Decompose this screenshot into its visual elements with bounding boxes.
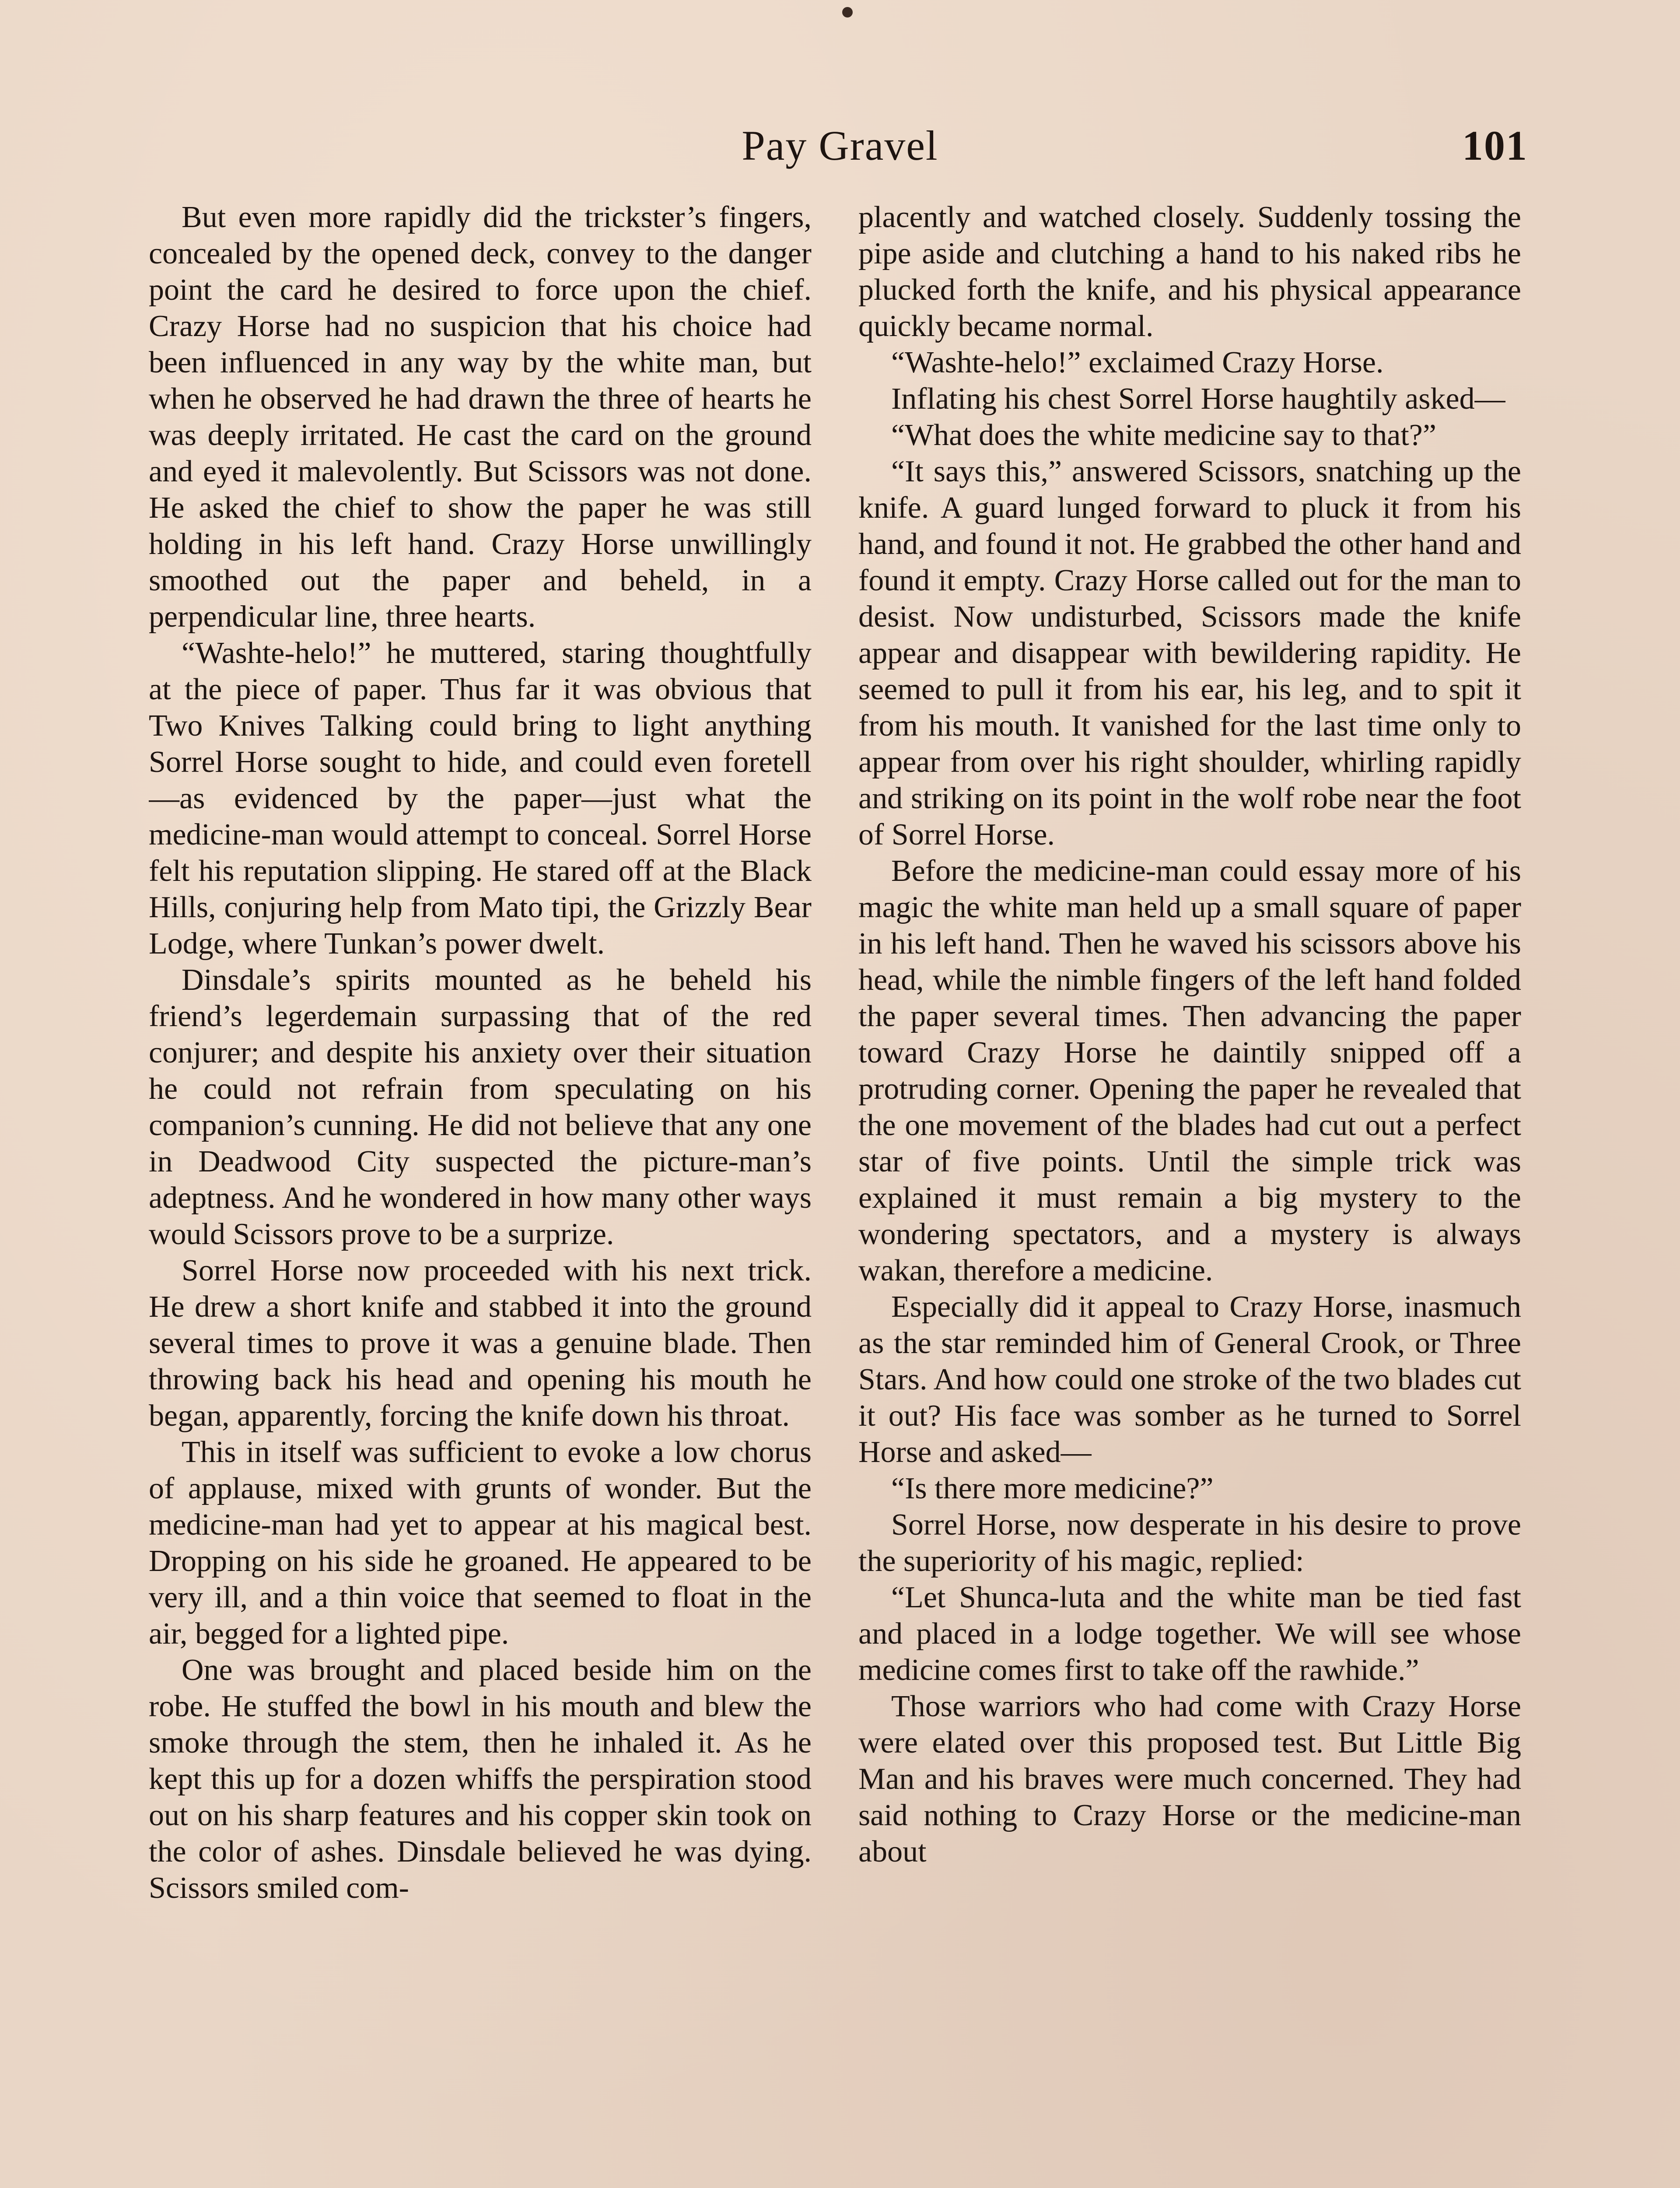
right-column xyxy=(858,199,1521,2188)
paragraph: Dinsdale’s spirits mounted as he beheld his friend’s legerdemain surpassing that of the red conjurer; and despite his anxiety over their situation he could not refrain from speculating on his companion’s cunning. He did not believe that any one in Deadwood City suspected the picture-man’s adeptness. And he wondered in how many other ways would Scissors prove to be a surprize. xyxy=(149,963,812,1251)
paragraph: Especially did it appeal to Crazy Horse, inasmuch as the star reminded him of General Crook, or Three Stars. And how could one stroke of the two blades cut it out? His face was somber as he turned to Sorrel Horse and asked— xyxy=(858,1290,1521,1469)
paragraph: Inflating his chest Sorrel Horse haughtily asked— xyxy=(891,382,1505,416)
left-column xyxy=(149,199,812,2188)
paragraph: Those warriors who had come with Crazy Horse were elated over this proposed test. But Little Big Man and his braves were much concerned. They had said nothing to Crazy Horse or the medicine-man about xyxy=(858,1690,1521,1869)
paragraph: “Is there more medicine?” xyxy=(891,1472,1214,1505)
paragraph: Sorrel Horse, now desperate in his desire to prove the superiority of his magic, replied: xyxy=(858,1508,1521,1578)
paragraph: “Let Shunca-luta and the white man be tied fast and placed in a lodge together. We will see whose medicine comes first to take off the rawhide.” xyxy=(858,1581,1521,1687)
running-title: Pay Gravel xyxy=(742,122,938,169)
paragraph: One was brought and placed beside him on the robe. He stuffed the bowl in his mouth and blew the smoke through the stem, then he inhaled it. As he kept this up for a dozen whiffs the perspiration stood out on his sharp features and his copper skin took on the color of ashes. Dinsdale believed he was dying. Scissors smiled com- xyxy=(149,1653,812,1905)
paragraph: placently and watched closely. Suddenly tossing the pipe aside and clutching a hand to his naked ribs he plucked forth the knife, and his physical appearance quickly became normal. xyxy=(858,200,1521,343)
paragraph: “Washte-helo!” exclaimed Crazy Horse. xyxy=(891,346,1384,379)
page-dot-mark xyxy=(842,7,853,18)
paragraph: Sorrel Horse now proceeded with his next trick. He drew a short knife and stabbed it into the ground several times to prove it was a genuine blade. Then throwing back his head and opening his mouth he began, apparently, forcing the knife down his throat. xyxy=(149,1254,812,1433)
paragraph: “It says this,” answered Scissors, snatching up the knife. A guard lunged forward to pluck it from his hand, and found it not. He grabbed the other hand and found it empty. Crazy Horse called out for the man to desist. Now undisturbed, Scissors made the knife appear and disappear with bewildering rapidity. He seemed to pull it from his ear, his leg, and to spit it from his mouth. It vanished for the last time only to appear from over his right shoulder, whirling rapidly and striking on its point in the wolf robe near the foot of Sorrel Horse. xyxy=(858,455,1521,852)
paragraph: This in itself was sufficient to evoke a low chorus of applause, mixed with grunts of wonder. But the medicine-man had yet to appear at his magical best. Dropping on his side he groaned. He appeared to be very ill, and a thin voice that seemed to float in the air, begged for a lighted pipe. xyxy=(149,1435,812,1651)
paragraph: But even more rapidly did the trickster’s fingers, concealed by the opened deck, convey to the danger point the card he desired to force upon the chief. Crazy Horse had no suspicion that his choice had been influenced in any way by the white man, but when he observed he had drawn the three of hearts he was deeply irritated. He cast the card on the ground and eyed it malevolently. But Scissors was not done. He asked the chief to show the paper he was still holding in his left hand. Crazy Horse unwillingly smoothed out the paper and beheld, in a perpendicular line, three hearts. xyxy=(149,200,812,634)
paragraph: “Washte-helo!” he muttered, staring thoughtfully at the piece of paper. Thus far it was obvious that Two Knives Talking could bring to light anything Sorrel Horse sought to hide, and could even foretell—as evidenced by the paper—just what the medicine-man would attempt to conceal. Sorrel Horse felt his reputation slipping. He stared off at the Black Hills, conjuring help from Mato tipi, the Grizzly Bear Lodge, where Tunkan’s power dwelt. xyxy=(149,636,812,961)
paragraph: “What does the white medicine say to that?” xyxy=(891,418,1436,452)
paragraph: Before the medicine-man could essay more of his magic the white man held up a small square of paper in his left hand. Then he waved his scissors above his head, while the nimble fingers of the left hand folded the paper several times. Then advancing the paper toward Crazy Horse he daintily snipped off a protruding corner. Opening the paper he revealed that the one movement of the blades had cut out a perfect star of five points. Until the simple trick was explained it must remain a big mystery to the wondering spectators, and a mystery is always wakan, therefore a medicine. xyxy=(858,854,1521,1287)
page-number: 101 xyxy=(1462,122,1528,169)
